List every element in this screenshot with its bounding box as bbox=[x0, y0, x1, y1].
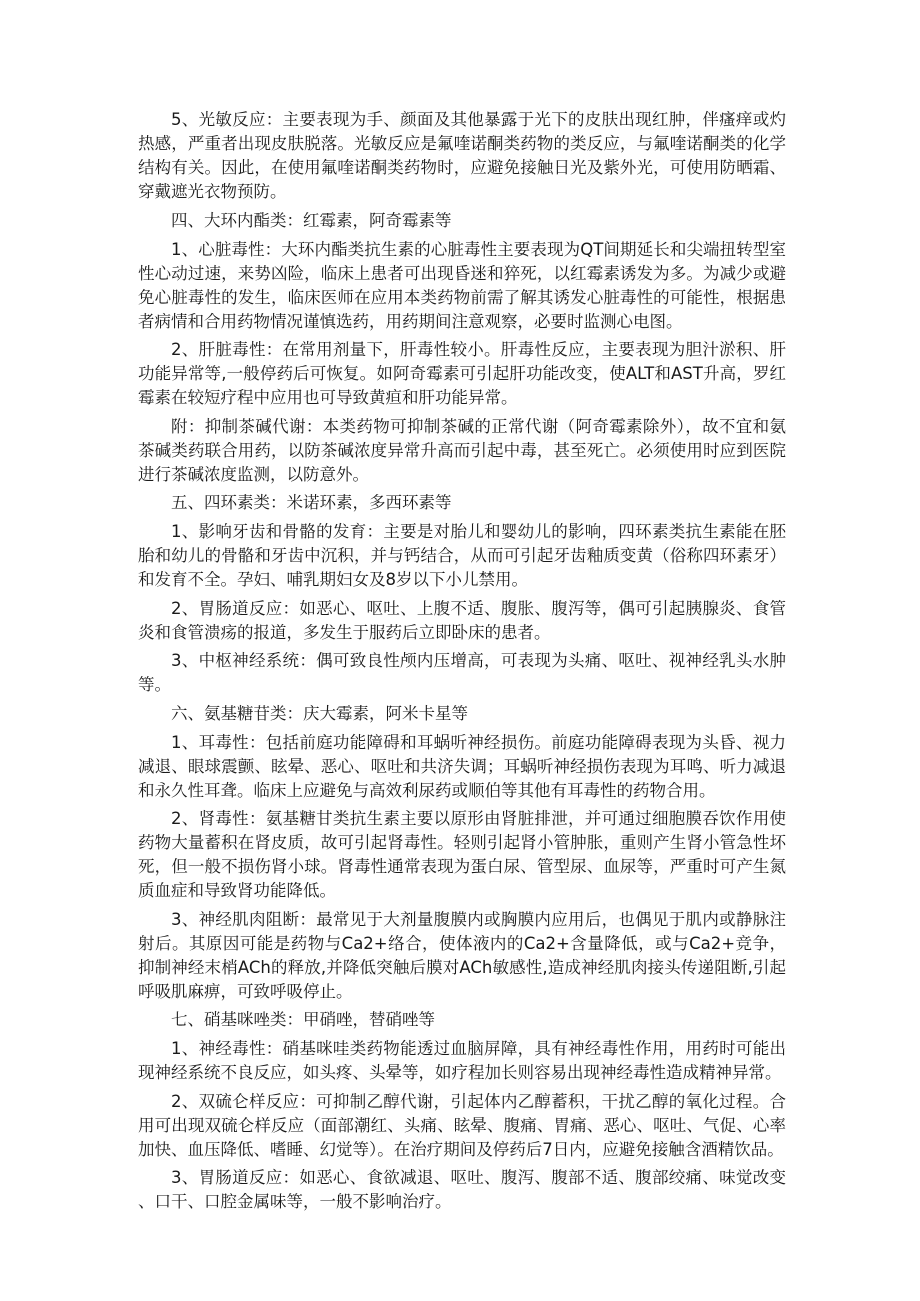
paragraph-disulfiram-reaction: 2、双硫仑样反应：可抑制乙醇代谢，引起体内乙醇蓄积，干扰乙醇的氧化过程。合用可出现双硫仑样反应（面部潮红、头痛、眩晕、腹痛、胃痛、恶心、呕吐、气促、心率加快、血压降低、嗜睡、幻觉等）。在治疗期间及停药后7日内，应避免接触含酒精饮品。 bbox=[138, 1091, 786, 1159]
section-heading-nitroimidazoles: 七、硝基咪唑类：甲硝唑，替硝唑等 bbox=[171, 1010, 435, 1029]
paragraph-teeth-bones: 1、影响牙齿和骨骼的发育：主要是对胎儿和婴幼儿的影响，四环素类抗生素能在胚胎和幼儿的骨骼和牙齿中沉积，并与钙结合，从而可引起牙齿釉质变黄（俗称四环素牙）和发育不全。孕妇、哺乳期妇女及8岁以下小儿禁用。 bbox=[138, 522, 786, 589]
document-body bbox=[138, 108, 786, 1219]
paragraph-ototoxicity: 1、耳毒性：包括前庭功能障碍和耳蜗听神经损伤。前庭功能障碍表现为头昏、视力减退、眼球震颤、眩晕、恶心、呕吐和共济失调；耳蜗听神经损伤表现为耳鸣、听力减退和永久性耳聋。临床上应避免与高效利尿药或顺伯等其他有耳毒性的药物合用。 bbox=[138, 732, 786, 800]
paragraph-hepatotoxicity: 2、肝脏毒性：在常用剂量下，肝毒性较小。肝毒性反应，主要表现为胆汁淤积、肝功能异常等,一般停药后可恢复。如阿奇霉素可引起肝功能改变，使ALT和AST升高，罗红霉素在较短疗程中应用也可导致黄疸和肝功能异常。 bbox=[138, 340, 786, 407]
paragraph-cns: 3、中枢神经系统：偶可致良性颅内压增高，可表现为头痛、呕吐、视神经乳头水肿等。 bbox=[138, 651, 786, 694]
paragraph-nephrotoxicity: 2、肾毒性：氨基糖甘类抗生素主要以原形由肾脏排泄，并可通过细胞膜吞饮作用使药物大量蓄积在肾皮质，故可引起肾毒性。轻则引起肾小管肿胀，重则产生肾小管急性坏死，但一般不损伤肾小球。肾毒性通常表现为蛋白尿、管型尿、血尿等，严重时可产生氮质血症和导致肾功能降低。 bbox=[138, 809, 786, 900]
section-heading-tetracyclines: 五、四环素类：米诺环素，多西环素等 bbox=[171, 493, 452, 512]
section-heading-aminoglycosides: 六、氨基糖苷类：庆大霉素，阿米卡星等 bbox=[171, 703, 468, 723]
paragraph-cardiotoxicity: 1、心脏毒性：大环内酯类抗生素的心脏毒性主要表现为QT间期延长和尖端扭转型室性心动过速，来势凶险，临床上患者可出现昏迷和猝死，以红霉素诱发为多。为减少或避免心脏毒性的发生，临床医师在应用本类药物前需了解其诱发心脏毒性的可能性，根据患者病情和合用药物情况谨慎选药，用药期间注意观察，必要时监测心电图。 bbox=[138, 239, 786, 331]
section-heading-macrolides: 四、大环内酯类：红霉素，阿奇霉素等 bbox=[171, 210, 452, 230]
paragraph-gi-reaction-nitroimidazole: 3、胃肠道反应：如恶心、食欲减退、呕吐、腹泻、腹部不适、腹部绞痛、味觉改变、口干、口腔金属味等，一般不影响治疗。 bbox=[138, 1168, 786, 1211]
paragraph-theophylline-note: 附：抑制茶碱代谢：本类药物可抑制茶碱的正常代谢（阿奇霉素除外），故不宜和氨茶碱类药联合用药，以防茶碱浓度异常升高而引起中毒，甚至死亡。必须使用时应到医院进行茶碱浓度监测，以防意外。 bbox=[138, 416, 786, 484]
paragraph-neuromuscular-block: 3、神经肌肉阻断：最常见于大剂量腹膜内或胸膜内应用后，也偶见于肌内或静脉注射后。其原因可能是药物与Ca2+络合，使体液内的Ca2+含量降低，或与Ca2+竞争，抑制神经末梢ACh的释放,并降低突触后膜对ACh敏感性,造成神经肌肉接头传递阻断,引起呼吸肌麻痹，可致呼吸停止。 bbox=[138, 909, 786, 1001]
paragraph-gi-reaction-tetracycline: 2、胃肠道反应：如恶心、呕吐、上腹不适、腹胀、腹泻等，偶可引起胰腺炎、食管炎和食管溃疡的报道，多发生于服药后立即卧床的患者。 bbox=[138, 598, 786, 642]
paragraph-neurotoxicity: 1、神经毒性：硝基咪哇类药物能透过血脑屏障，具有神经毒性作用，用药时可能出现神经系统不良反应，如头疼、头晕等，如疗程加长则容易出现神经毒性造成精神异常。 bbox=[138, 1039, 786, 1082]
paragraph-photosensitivity: 5、光敏反应：主要表现为手、颜面及其他暴露于光下的皮肤出现红肿，伴瘙痒或灼热感，严重者出现皮肤脱落。光敏反应是氟喹诺酮类药物的类反应，与氟喹诺酮类的化学结构有关。因此，在使用氟喹诺酮类药物时，应避免接触日光及紫外光，可使用防晒霜、穿戴遮光衣物预防。 bbox=[138, 110, 786, 201]
